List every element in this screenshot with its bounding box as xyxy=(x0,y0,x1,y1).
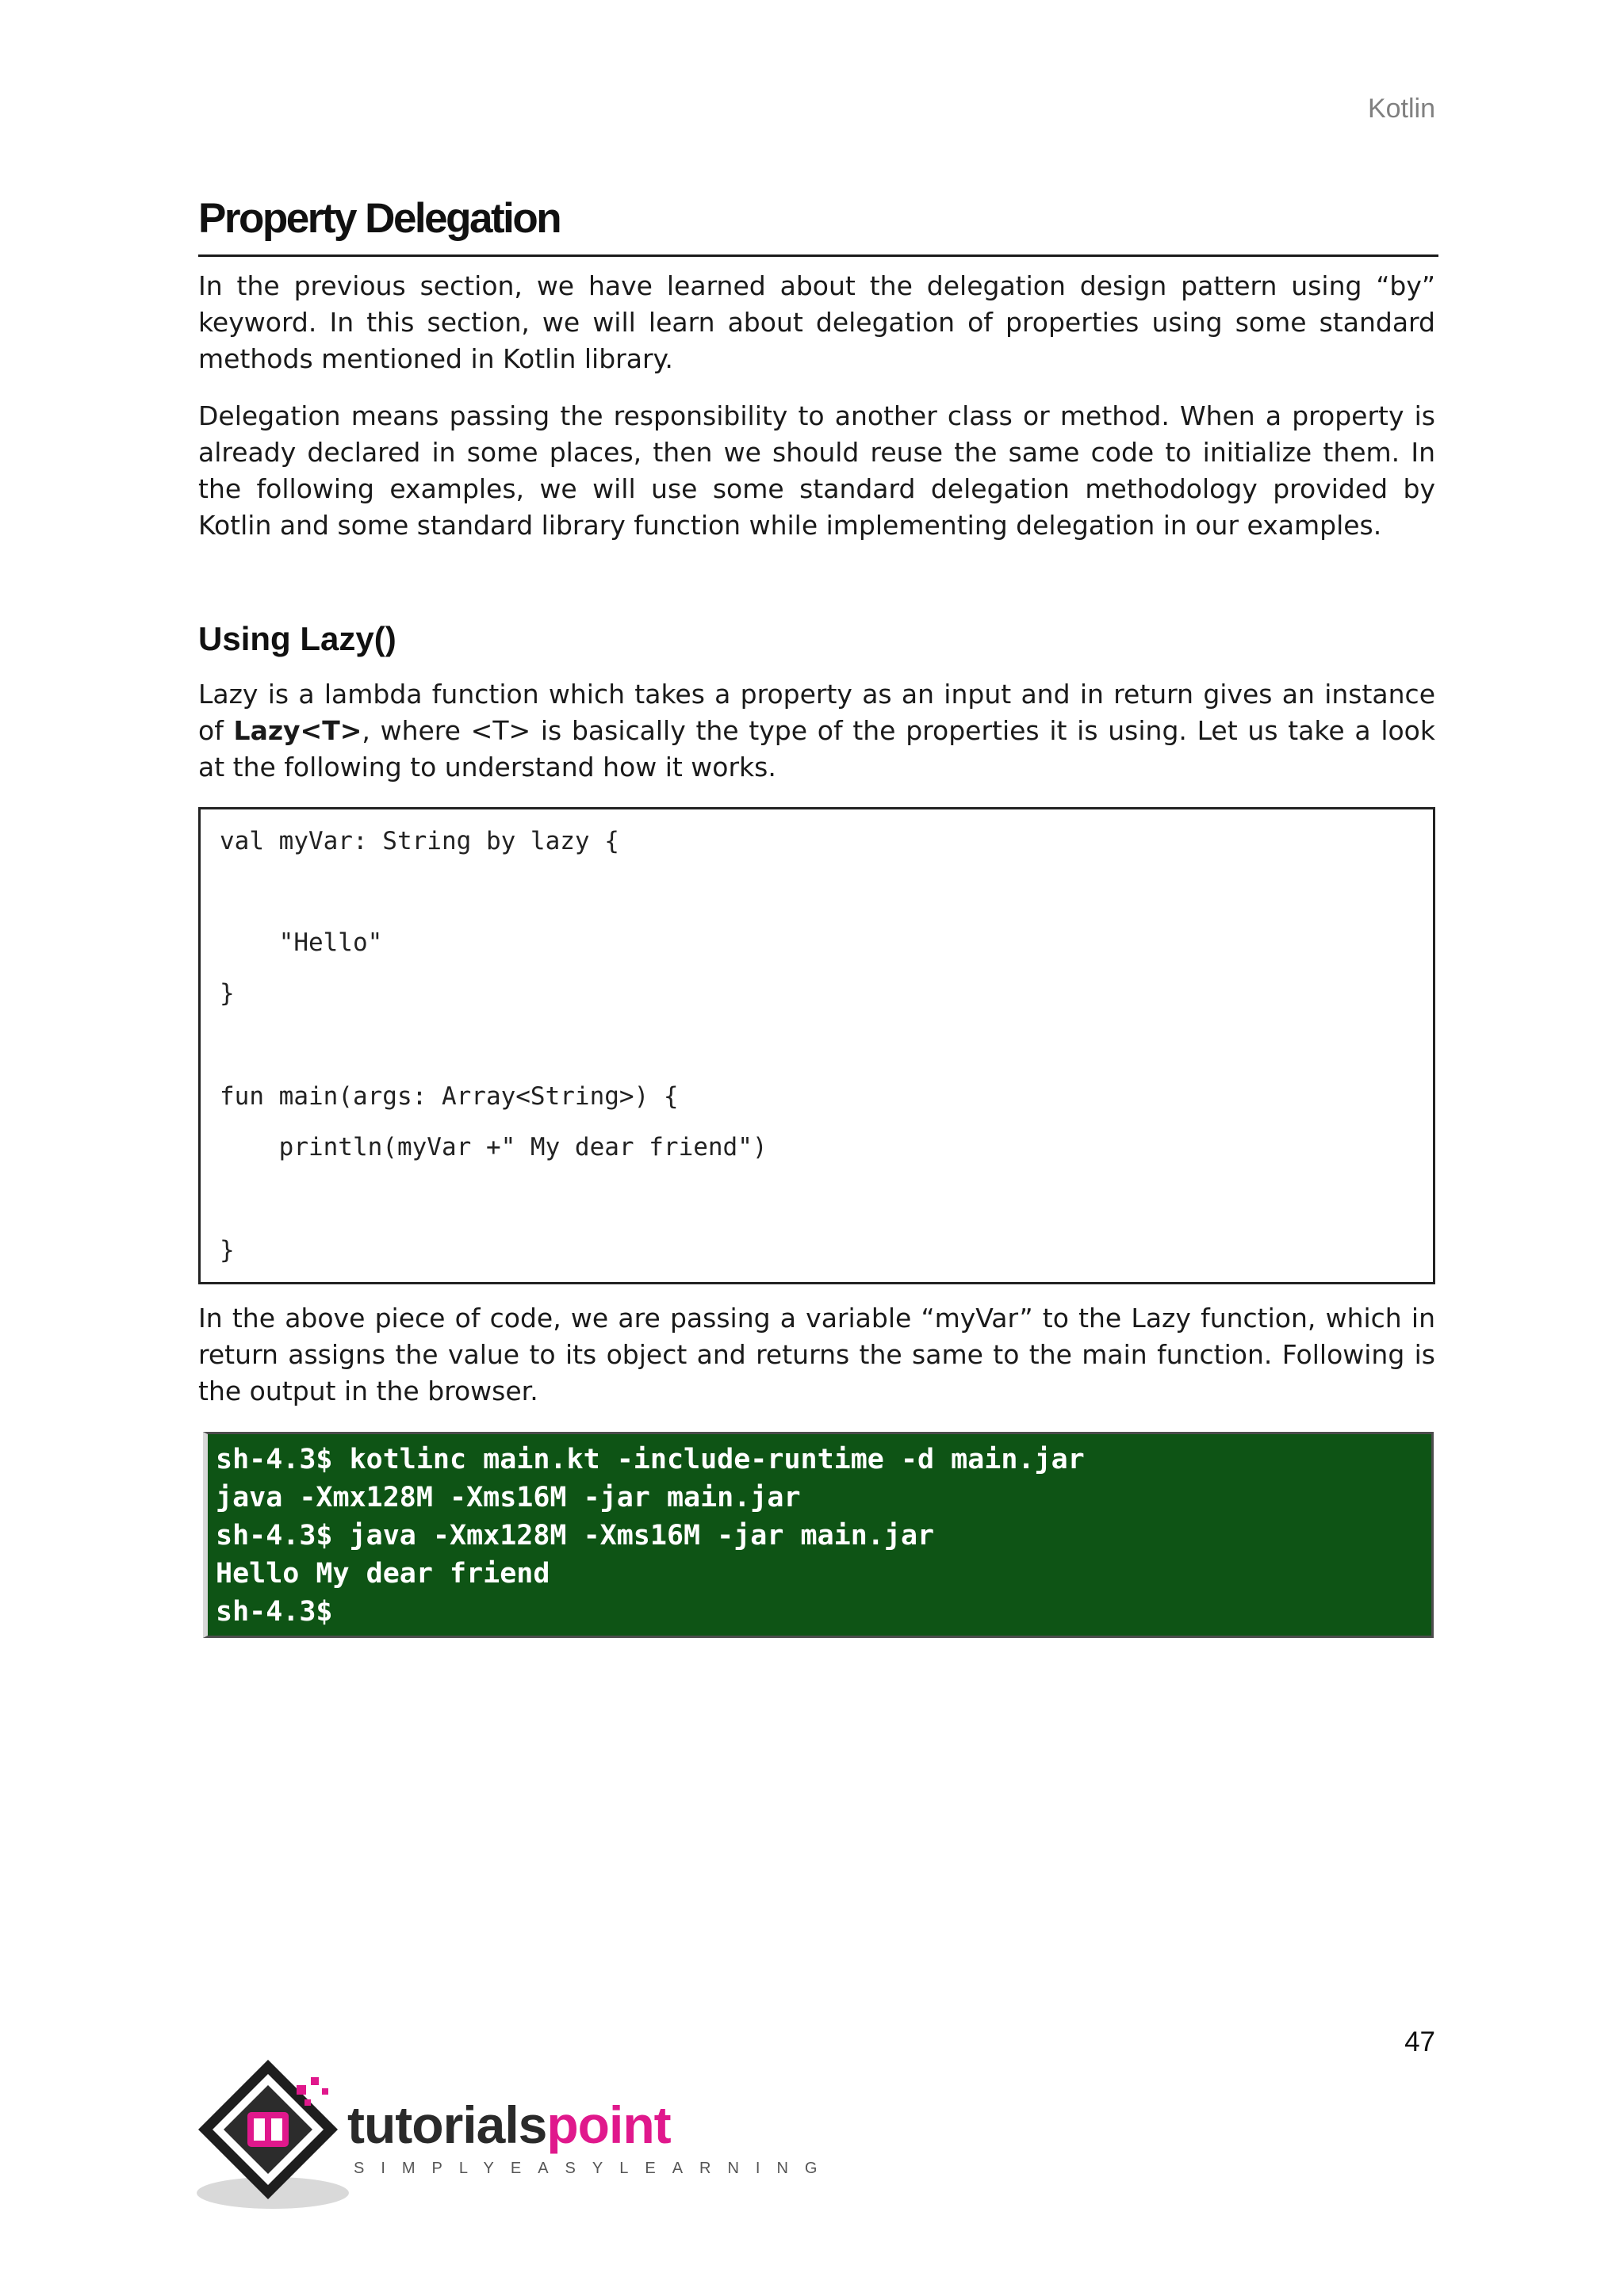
logo-tagline: SIMPLYEASYLEARNING xyxy=(354,2160,834,2177)
code-line: fun main(args: Array<String>) { xyxy=(220,1082,679,1111)
lazy-type-bold: Lazy<T> xyxy=(233,715,362,746)
lazy-paragraph xyxy=(198,676,1435,786)
terminal-line: Hello My dear friend xyxy=(216,1558,550,1590)
logo-diamond-icon xyxy=(195,2053,354,2220)
running-header: Kotlin xyxy=(1367,94,1435,124)
lazy-paragraph-text: , where <T> is basically the type of the properties it is using. Let us take a look at the following to understand how it works. xyxy=(198,715,1435,783)
code-line: "Hello" xyxy=(220,928,383,957)
tutorialspoint-logo xyxy=(195,2053,834,2220)
lazy-paragraph-text: Lazy is a lambda function which takes a property as an input and in return gives an instance of xyxy=(198,679,1435,746)
delegation-paragraph: Delegation means passing the responsibility to another class or method. When a property is already declared in some places, then we should reuse the same code to initialize them. In the following examples, we will use some standard delegation methodology provided by Kotlin and some standard library function while implementing delegation in our examples. xyxy=(198,400,1435,541)
section-title: Property Delegation xyxy=(198,195,1438,257)
intro-paragraph: In the previous section, we have learned about the delegation design pattern using “by” keyword. In this section, we will learn about delegation of properties using some standard methods mentioned in Kotlin library. xyxy=(198,270,1435,374)
code-block xyxy=(198,807,1435,1284)
terminal-line: sh-4.3$ java -Xmx128M -Xms16M -jar main.jar xyxy=(216,1520,935,1552)
logo-word-part: point xyxy=(546,2095,671,2154)
logo-word-part: tutorials xyxy=(347,2095,547,2154)
code-line: println(myVar +" My dear friend") xyxy=(220,1133,768,1161)
code-line: val myVar: String by lazy { xyxy=(220,827,619,855)
terminal-line: java -Xmx128M -Xms16M -jar main.jar xyxy=(216,1482,801,1513)
code-line: } xyxy=(220,1236,235,1265)
subsection-title: Using Lazy() xyxy=(198,620,396,657)
terminal-output xyxy=(203,1432,1434,1638)
terminal-line: sh-4.3$ kotlinc main.kt -include-runtime -d main.jar xyxy=(216,1444,1085,1475)
terminal-line: sh-4.3$ xyxy=(216,1596,333,1628)
logo-wordmark xyxy=(347,2095,671,2155)
output-paragraph: In the above piece of code, we are passing a variable “myVar” to the Lazy function, which in return assigns the value to its object and returns the same to the main function. Following is the output in the browser. xyxy=(198,1303,1435,1406)
page-number: 47 xyxy=(1404,2026,1435,2057)
code-line: } xyxy=(220,979,235,1008)
